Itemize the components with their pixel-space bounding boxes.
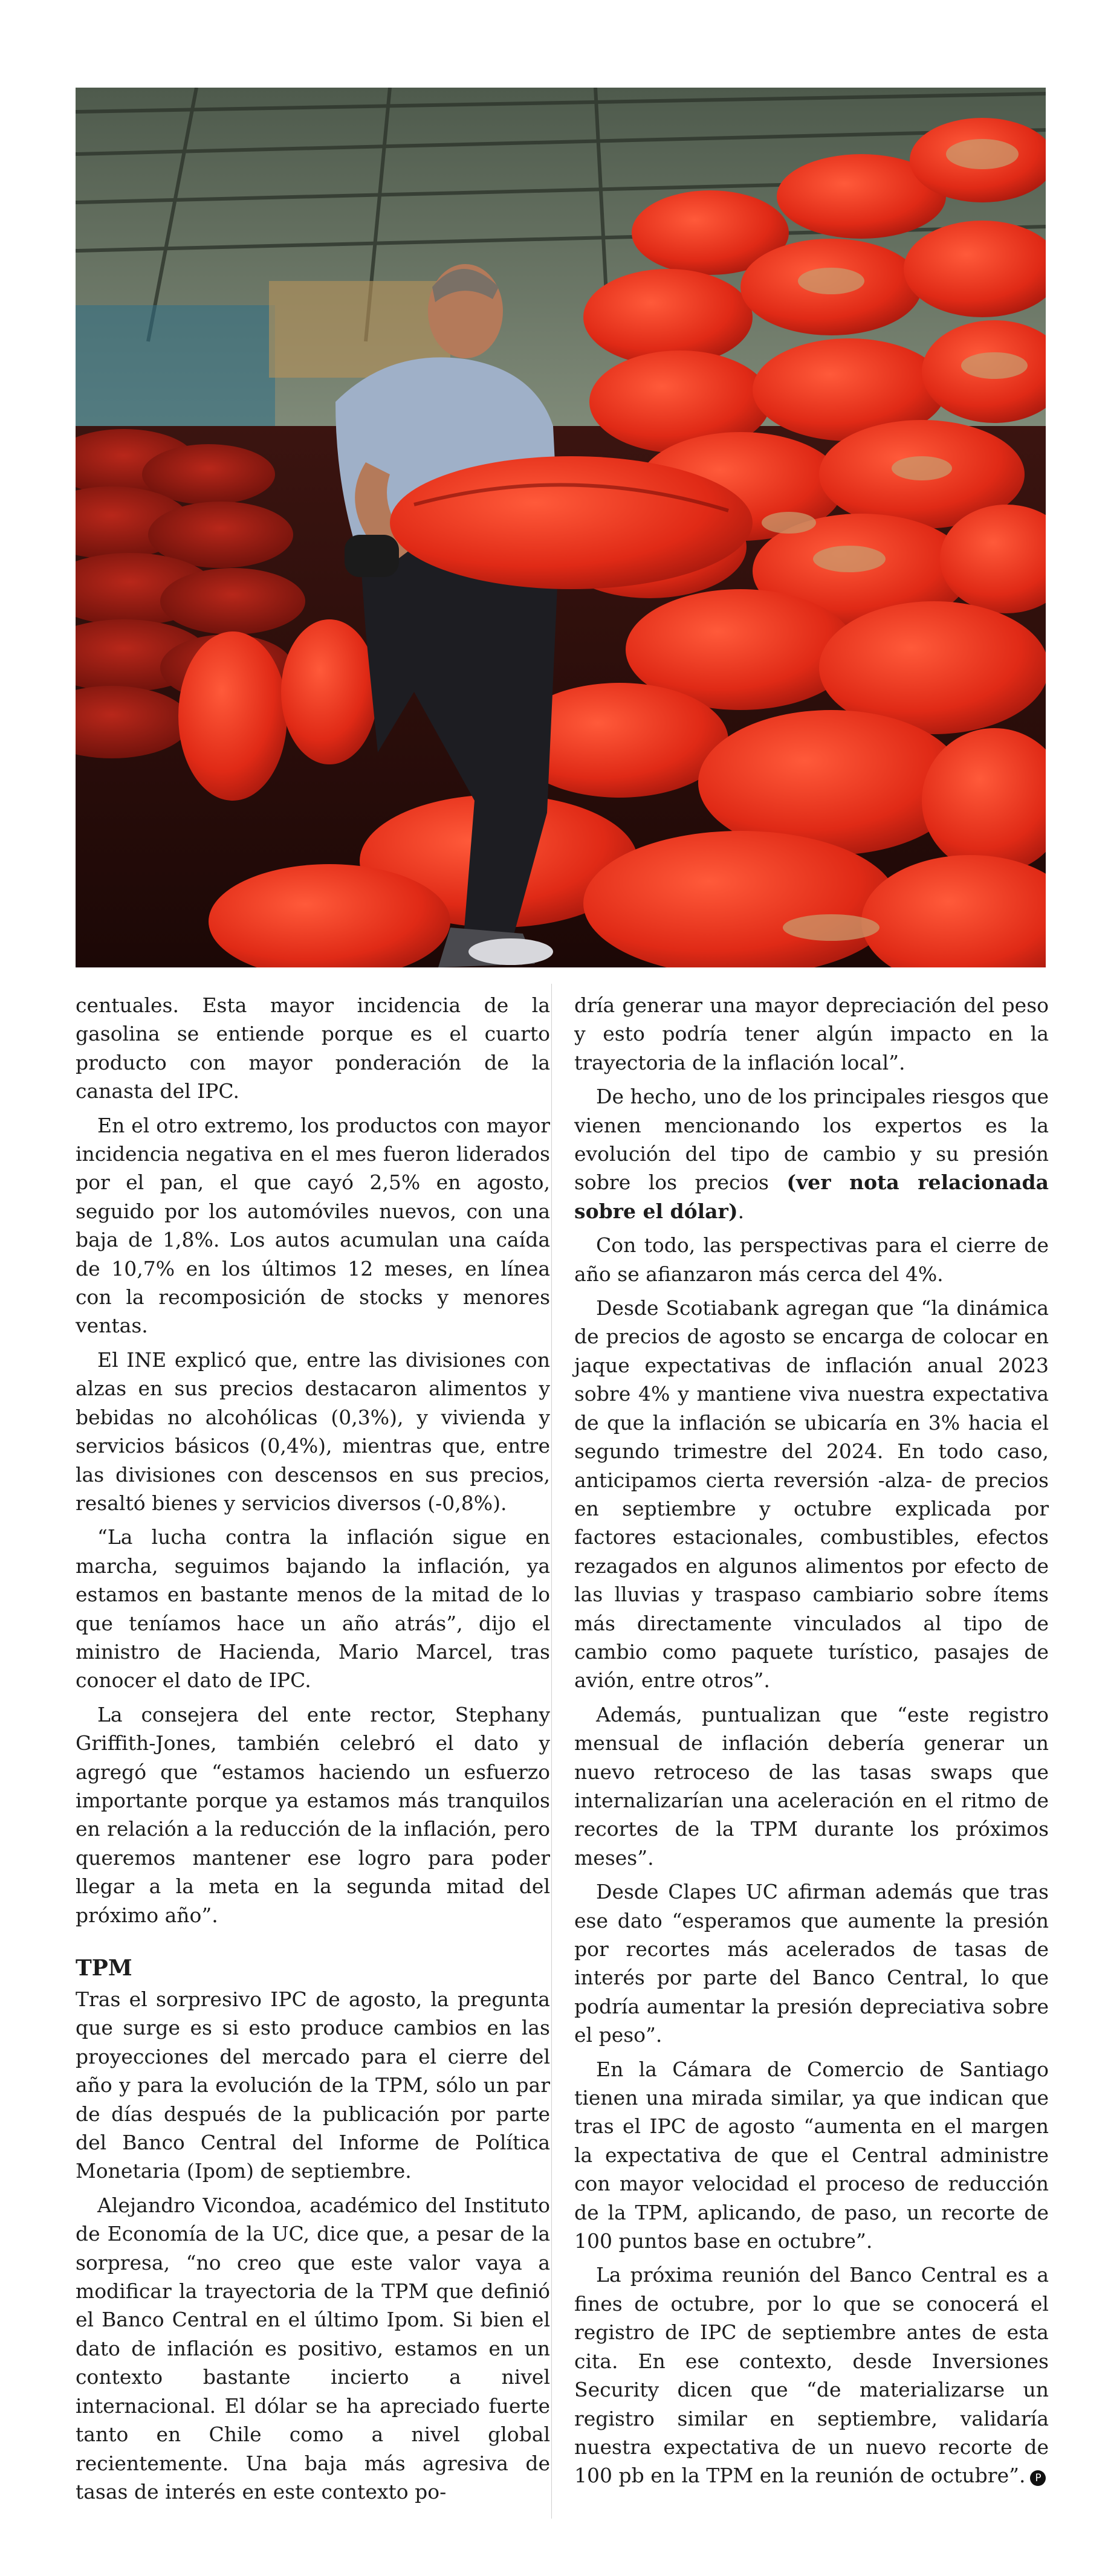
paragraph: Desde Scotiabank agregan que “la dinámica de precios de agosto se encarga de colocar en jaque expectativas de inflación anual 2023 sobre 4% y mantiene viva nuestra expectativa de que la inflación se ubicaría en 3% hacia el segundo trimestre del 2024. En todo caso, anticipamos cierta reversión -alza- de precios en septiembre y octubre explicada por factores estacionales, combustibles, efectos rezagados en algunos alimentos por efecto de las lluvias y traspaso cambiario sobre ítems más directamente vinculados al tipo de cambio como paquete turístico, pasajes de avión, entre otros”.	[574, 1296, 1049, 1693]
paragraph: Además, puntualizan que “este registro mensual de inflación debería generar un nuevo retroceso de las tasas swaps que internalizarían una aceleración en el ritmo de recortes de la TPM durante los próximos meses”.	[574, 1702, 1049, 1870]
paragraph-text: De hecho, uno de los principales riesgos que vienen mencionando los expertos es la evolución del tipo de cambio y su presión sobre los precios	[574, 1085, 1049, 1195]
article-column-right	[574, 991, 1049, 2496]
article-column-left	[76, 991, 550, 2511]
column-separator	[551, 984, 552, 2519]
paragraph: Con todo, las perspectivas para el cierre de año se afianzaron más cerca del 4%.	[574, 1233, 1049, 1286]
paragraph: La consejera del ente rector, Stephany Griffith-Jones, también celebró el dato y agregó que “estamos haciendo un esfuerzo importante porque ya estamos más tranquilos en relación a la reducción de la inflación, pero queremos mantener ese logro para poder llegar a la meta en la segunda mitad del próximo año”.	[76, 1702, 550, 1927]
paragraph-text: La próxima reunión del Banco Central es a fines de octubre, por lo que se conocerá el registro de IPC de septiembre antes de esta cita. En ese contexto, desde Inversiones Security dicen que “de materializarse un registro similar en septiembre, validaría nuestra expectativa de un nuevo recorte de 100 pb en la TPM en la reunión de octubre”.	[574, 2263, 1049, 2488]
end-of-article-icon: P	[1030, 2470, 1046, 2486]
paragraph: Alejandro Vicondoa, académico del Instituto de Economía de la UC, dice que, a pesar de la sorpresa, “no creo que este valor vaya a modificar la trayectoria de la TPM que definió el Banco Central en el último Ipom. Si bien el dato de inflación es positivo, estamos en un contexto bastante incierto a nivel internacional. El dólar se ha apreciado fuerte tanto en Chile como a nivel global recientemente. Una baja más agresiva de tasas de interés en este contexto po-	[76, 2193, 550, 2503]
paragraph: centuales. Esta mayor incidencia de la gasolina se entiende porque es el cuarto producto con mayor ponderación de la canasta del IPC.	[76, 993, 550, 1103]
section-subhead: TPM	[76, 1955, 132, 1981]
paragraph: Desde Clapes UC afirman además que tras ese dato “esperamos que aumente la presión por recortes más acelerados de tasas de interés por parte del Banco Central, lo que podría aumentar la presión depreciativa sobre el peso”.	[574, 1880, 1049, 2047]
paragraph: dría generar una mayor depreciación del peso y esto podría tener algún impacto en la trayectoria de la inflación local”.	[574, 993, 1049, 1074]
paragraph: “La lucha contra la inflación sigue en marcha, seguimos bajando la inflación, ya estamos en bastante menos de la mitad de lo que teníamos hace un año atrás”, dijo el ministro de Hacienda, Mario Marcel, tras conocer el dato de IPC.	[76, 1525, 550, 1693]
article-photo	[76, 88, 1046, 967]
paragraph: Tras el sorpresivo IPC de agosto, la pregunta que surge es si esto produce cambios en las proyecciones del mercado para el cierre del año y para la evolución de la TPM, sólo un par de días después de la publicación por parte del Banco Central del Informe de Política Monetaria (Ipom) de septiembre.	[76, 1987, 550, 2183]
paragraph: En la Cámara de Comercio de Santiago tienen una mirada similar, ya que indican que tras el IPC de agosto “aumenta en el margen la expectativa de que el Central administre con mayor velocidad el proceso de reducción de la TPM, aplicando, de paso, un recorte de 100 puntos base en octubre”.	[574, 2057, 1049, 2253]
paragraph-text: .	[737, 1199, 745, 1223]
paragraph: En el otro extremo, los productos con mayor incidencia negativa en el mes fueron liderados por el pan, el que cayó 2,5% en agosto, seguido por los automóviles nuevos, con una baja de 1,8%. Los autos acumulan una caída de 10,7% en los últimos 12 meses, en línea con la recomposición de stocks y menores ventas.	[76, 1113, 550, 1338]
paragraph	[574, 1082, 1049, 1225]
related-note-reference: (ver nota relacionada sobre el dólar)	[574, 1170, 1049, 1223]
paragraph	[574, 2261, 1049, 2490]
paragraph: El INE explicó que, entre las divisiones con alzas en sus precios destacaron alimentos y bebidas no alcohólicas (0,3%), y vivienda y servicios básicos (0,4%), mientras que, entre las divisiones con descensos en sus precios, resaltó bienes y servicios diversos (-0,8%).	[76, 1348, 550, 1515]
photo-market-sacks-icon	[76, 88, 1046, 967]
